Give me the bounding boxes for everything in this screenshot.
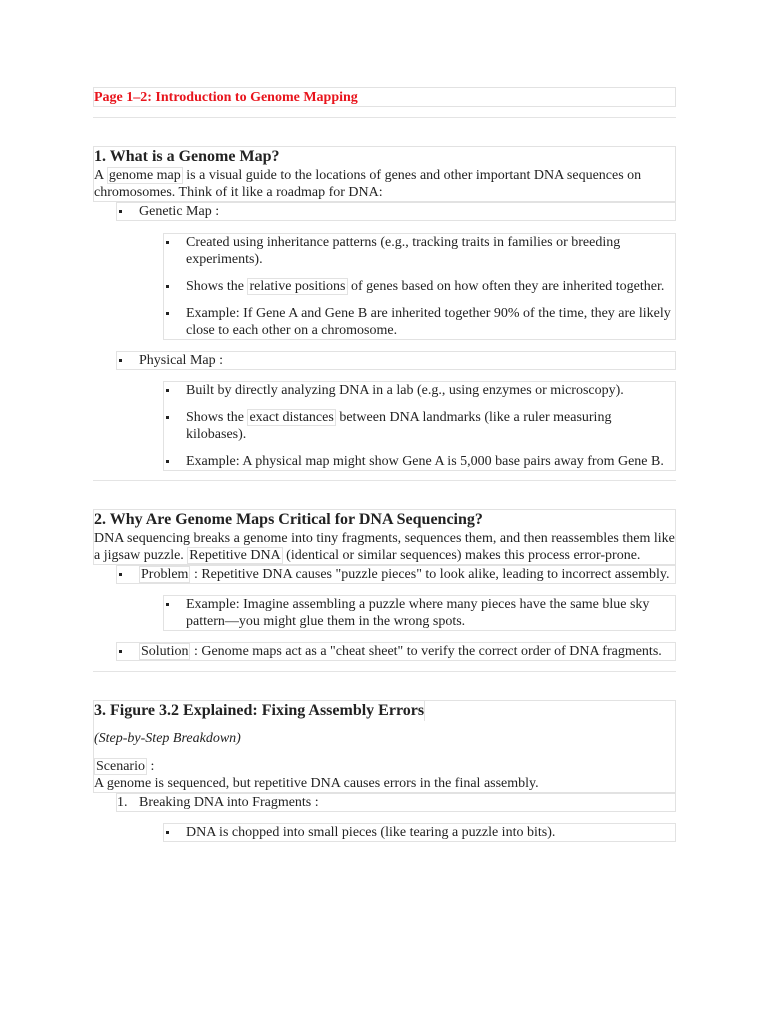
list-item (164, 824, 675, 841)
list-item-text: Example: A physical map might show Gene A is 5,000 base pairs away from Gene B. (186, 454, 664, 469)
section-heading: 1. What is a Genome Map? (94, 148, 280, 165)
ordered-item-step-1 (116, 793, 676, 812)
list-item (164, 278, 675, 295)
term-genome-map: genome map (108, 168, 181, 183)
list-item-genetic-map (116, 202, 676, 221)
list-item-text: between DNA landmarks (like a ruler measuring kilobases). (186, 410, 612, 442)
section-subtitle: (Step-by-Step Breakdown) (94, 731, 241, 746)
list-item-text: : Genome maps act as a "cheat sheet" to verify the correct order of DNA fragments. (190, 644, 662, 659)
list-item (164, 453, 675, 470)
list-item-label: Problem (141, 567, 189, 582)
step-number: 1. (117, 795, 128, 810)
document-page (93, 87, 676, 842)
list-item-label: Solution (141, 644, 189, 659)
list-item (164, 305, 675, 339)
list-item (164, 234, 675, 268)
page-title-row (93, 87, 676, 107)
section-intro (94, 167, 675, 201)
step-label: Breaking DNA into Fragments : (139, 795, 319, 810)
scenario-colon: : (146, 759, 155, 774)
list-item-text: Created using inheritance patterns (e.g., tracking traits in families or breeding experiments). (186, 235, 621, 267)
section-what-is-genome-map (93, 146, 676, 202)
term-repetitive-dna: Repetitive DNA (189, 548, 281, 563)
term-exact-distances: exact distances (249, 410, 334, 425)
list-item (164, 596, 675, 630)
list-item (164, 382, 675, 399)
step-1-sublist (163, 823, 676, 842)
intro-text: A (94, 168, 107, 183)
list-item (164, 409, 675, 443)
scenario-line (94, 758, 675, 775)
section-intro (94, 530, 675, 564)
list-item-label: Physical Map : (139, 353, 223, 368)
term-relative-positions: relative positions (249, 279, 346, 294)
list-item-text: Example: Imagine assembling a puzzle where many pieces have the same blue sky pattern—you might glue them in the wrong spots. (186, 597, 650, 629)
list-item-text: Example: If Gene A and Gene B are inherited together 90% of the time, they are likely close to each other on a chromosome. (186, 306, 671, 338)
list-item-text: Shows the (186, 279, 248, 294)
intro-text: (identical or similar sequences) makes this process error-prone. (282, 548, 641, 563)
list-item-problem (116, 565, 676, 584)
intro-text: DNA sequencing breaks a genome into tiny fragments, sequences them, and then reassembles them like a jigsaw puzzle. (94, 531, 675, 563)
section-figure-explained (93, 700, 676, 793)
list-item-text: Built by directly analyzing DNA in a lab (e.g., using enzymes or microscopy). (186, 383, 624, 398)
page-title: Page 1–2: Introduction to Genome Mapping (94, 89, 358, 105)
scenario-text: A genome is sequenced, but repetitive DNA causes errors in the final assembly. (94, 776, 539, 791)
intro-text: is a visual guide to the locations of genes and other important DNA sequences on chromosomes. Think of it like a roadmap for DNA: (94, 168, 642, 200)
list-item-text: : Repetitive DNA causes "puzzle pieces" to look alike, leading to incorrect assembly. (190, 567, 670, 582)
list-item-text: of genes based on how often they are inherited together. (347, 279, 665, 294)
section-why-maps-critical (93, 509, 676, 565)
list-item-solution (116, 642, 676, 661)
list-item-physical-map (116, 351, 676, 370)
list-item-text: Shows the (186, 410, 248, 425)
list-item-text: DNA is chopped into small pieces (like tearing a puzzle into bits). (186, 825, 556, 840)
scenario-label: Scenario (96, 759, 145, 774)
section-heading: 3. Figure 3.2 Explained: Fixing Assembly Errors (94, 702, 425, 719)
physical-map-sublist (163, 381, 676, 471)
genetic-map-sublist (163, 233, 676, 340)
section-heading: 2. Why Are Genome Maps Critical for DNA Sequencing? (94, 511, 483, 528)
list-item-label: Genetic Map : (139, 204, 220, 219)
problem-sublist (163, 595, 676, 631)
